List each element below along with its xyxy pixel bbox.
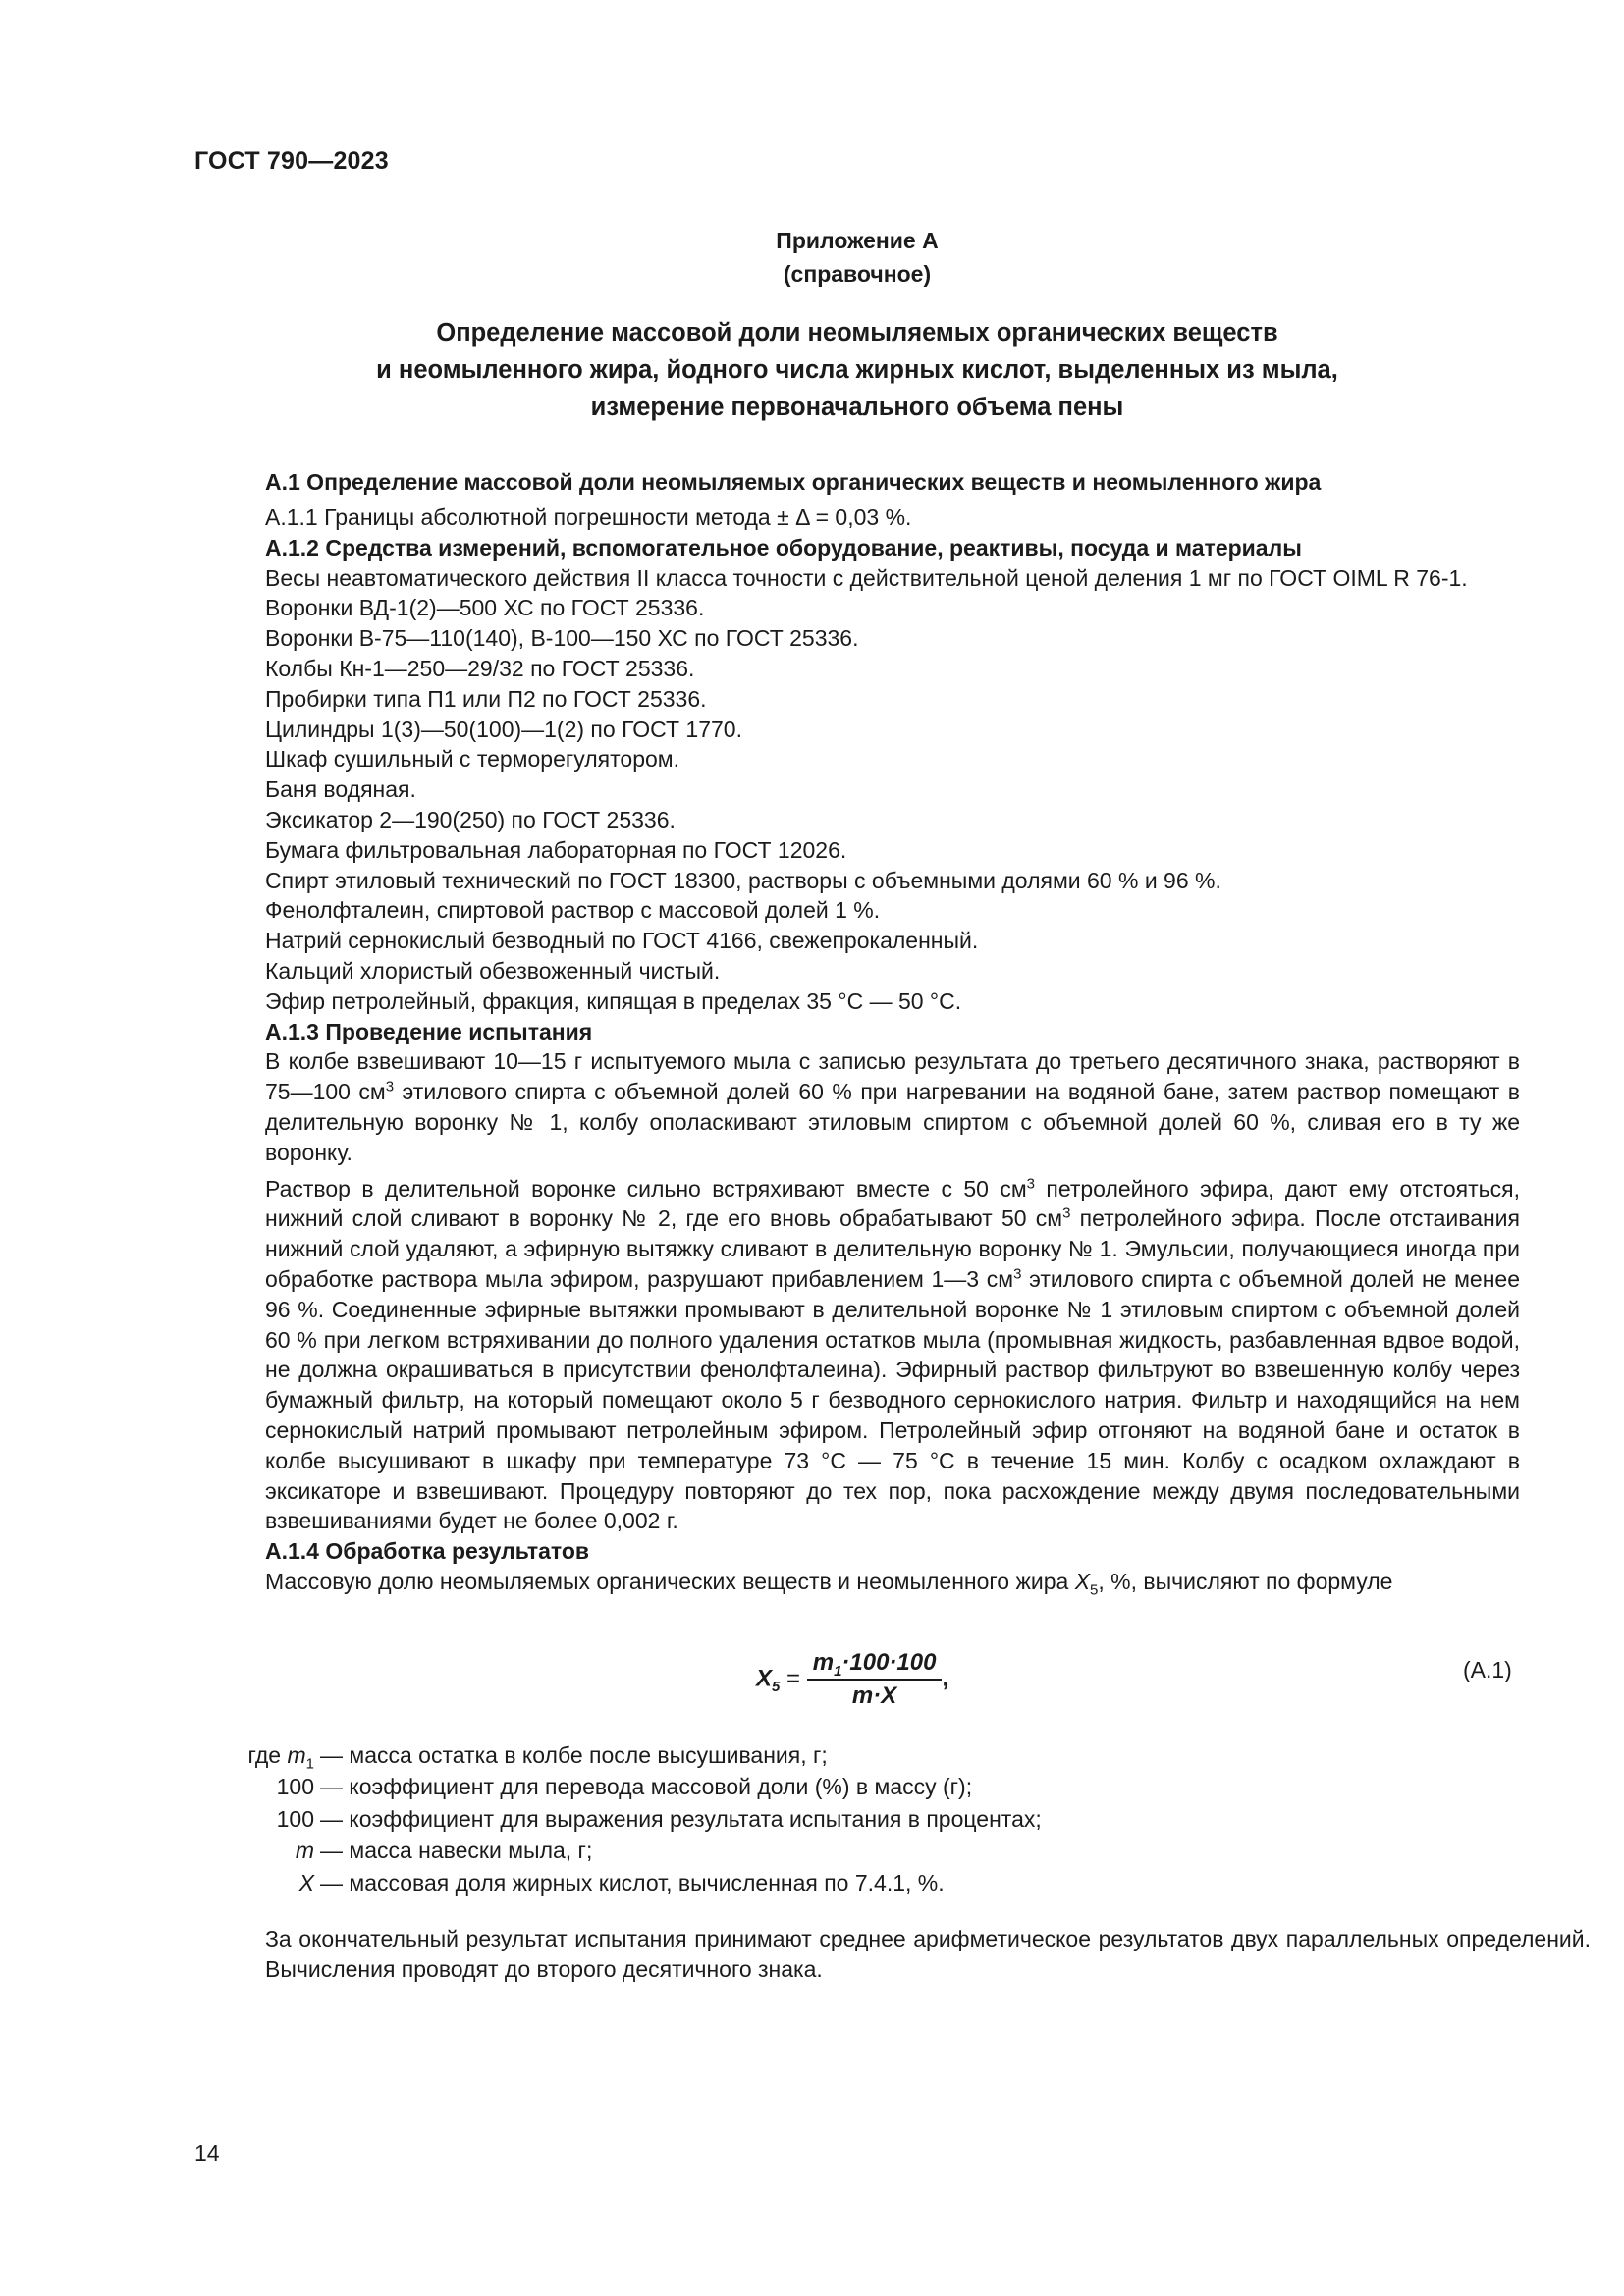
legend-term: где $m_1$ — [247, 1742, 314, 1773]
equipment-item: Воронки ВД-1(2)—500 ХС по ГОСТ 25336. — [265, 595, 705, 621]
legend-desc: — коэффициент для выражения результата испытания в процентах; — [320, 1805, 1042, 1832]
equipment-item: Цилиндры 1(3)—50(100)—1(2) по ГОСТ 1770. — [265, 716, 742, 742]
equipment-item: Весы неавтоматического действия II класса точности с действительной ценой деления 1 мг по ГОСТ OIML R 76-1. — [265, 564, 1468, 591]
equipment-item: Пробирки типа П1 или П2 по ГОСТ 25336. — [265, 685, 707, 712]
section-a12-heading: А.1.2 Средства измерений, вспомогательное оборудование, реактивы, посуда и материалы — [265, 534, 1302, 561]
equipment-item: Шкаф сушильный с терморегулятором. — [265, 746, 679, 773]
equipment-item: Бумага фильтровальная лабораторная по ГОСТ 12026. — [265, 836, 847, 863]
heading-line: Определение массовой доли неомыляемых органических веществ — [436, 319, 1278, 347]
equipment-item: Эксикатор 2—190(250) по ГОСТ 25336. — [265, 806, 676, 832]
legend-desc: — масса навески мыла, г; — [320, 1838, 593, 1864]
formula-numerator: $m_1\cdot 100\cdot 100$ — [807, 1649, 943, 1681]
equipment-item: Эфир петролейный, фракция, кипящая в пределах 35 °С — 50 °С. — [265, 988, 962, 1014]
equation-number: (А.1) — [1463, 1657, 1512, 1682]
section-a1-heading: А.1 Определение массовой доли неомыляемых органических веществ и неомыленного жира — [265, 469, 1322, 495]
legend-term: 100 — [276, 1774, 314, 1800]
equipment-item: Баня водяная. — [265, 776, 416, 803]
heading-line: и неомыленного жира, йодного числа жирных кислот, выделенных из мыла, — [376, 356, 1338, 384]
legend-desc: — масса остатка в колбе после высушивания, г; — [320, 1742, 828, 1768]
results-intro: Массовую долю неомыляемых органических веществ и неомыленного жира $X_5$, %, вычисляют по формуле — [265, 1568, 1393, 1599]
section-a13-heading: А.1.3 Проведение испытания — [265, 1018, 593, 1044]
equipment-item: Кальций хлористый обезвоженный чистый. — [265, 957, 721, 984]
legend-desc: — массовая доля жирных кислот, вычисленная по 7.4.1, %. — [320, 1869, 945, 1896]
section-a14-heading: А.1.4 Обработка результатов — [265, 1538, 590, 1565]
equipment-block — [194, 503, 1520, 1597]
appendix-heading — [194, 314, 1520, 426]
final-result-paragraph: За окончательный результат испытания принимают среднее арифметическое результатов двух параллельных определений. Вычисления проводят до второго десятичного знака. — [265, 1926, 1591, 1982]
equipment-item: Воронки В-75—110(140), В-100—150 ХС по ГОСТ 25336. — [265, 625, 859, 652]
page-number: 14 — [194, 2140, 220, 2165]
formula-a1: $X_5$ = $\frac{m_1\cdot 100\cdot 100}{m\cdot X}$ , — [756, 1649, 949, 1709]
appendix-type: (справочное) — [783, 261, 932, 287]
appendix-label — [194, 224, 1520, 291]
legend-term: 100 — [276, 1805, 314, 1832]
formula-legend-descriptions — [320, 1739, 1400, 1898]
heading-line: измерение первоначального объема пены — [590, 394, 1124, 421]
section-a11: А.1.1 Границы абсолютной погрешности метода ± Δ = 0,03 %. — [265, 505, 912, 530]
equipment-item: Фенолфталеин, спиртовой раствор с массовой долей 1 %. — [265, 897, 881, 924]
procedure-paragraph-1: В колбе взвешивают 10—15 г испытуемого мыла с записью результата до третьего десятичного знака, растворяют в 75—100 $см^3$ этилового спирта с объемной долей 60 % при нагревании на водяной бане, затем раствор помещают в делительную воронку № 1, колбу ополаскивают этиловым спиртом с объемной долей 60 %, сливая его в ту же воронку. — [265, 1048, 1520, 1165]
document-header: ГОСТ 790—2023 — [194, 147, 389, 175]
formula-legend-terms — [194, 1739, 314, 1898]
legend-desc: — коэффициент для перевода массовой доли (%) в массу (г); — [320, 1774, 973, 1800]
equipment-item: Спирт этиловый технический по ГОСТ 18300, растворы с объемными долями 60 % и 96 %. — [265, 867, 1221, 893]
legend-term: m — [295, 1838, 314, 1864]
equipment-item: Натрий сернокислый безводный по ГОСТ 4166, свежепрокаленный. — [265, 928, 979, 954]
formula-denominator: m·X — [851, 1682, 897, 1709]
procedure-paragraph-2: Раствор в делительной воронке сильно встряхивают вместе с 50 $см^3$ петролейного эфира, дают ему отстояться, нижний слой сливают в воронку № 2, где его вновь обрабатывают 50 $см^3$ петролейного эфира. После отстаивания нижний слой удаляют, а эфирную вытяжку сливают в делительную воронку № 1. Эмульсии, получающиеся иногда при обработке раствора мыла эфиром, разрушают прибавлением 1—3 $см^3$ этилового спирта с объемной долей не менее 96 %. Соединенные эфирные вытяжки промывают в делительной воронке № 1 этиловым спиртом с объемной долей 60 % при легком встряхивании до полного удаления остатков мыла (промывная жидкость, разбавленная вдвое водой, не должна окрашиваться в присутствии фенолфталеина). Эфирный раствор фильтруют во взвешенную колбу через бумажный фильтр, на который помещают около 5 г безводного сернокислого натрия. Фильтр и находящийся на нем сернокислый натрий промывают петролейным эфиром. Петролейный эфир отгоняют на водяной бане и остаток в колбе высушивают в шкафу при температуре 73 °С — 75 °С в течение 15 мин. Колбу с осадком охлаждают в эксикаторе и взвешивают. Процедуру повторяют до тех пор, пока расхождение между двумя последовательными взвешиваниями будет не более 0,002 г. — [265, 1174, 1520, 1534]
appendix-title: Приложение А — [776, 228, 939, 253]
formula-fraction — [807, 1649, 943, 1710]
legend-term: X — [298, 1869, 314, 1896]
equipment-item: Колбы Кн-1—250—29/32 по ГОСТ 25336. — [265, 655, 695, 681]
